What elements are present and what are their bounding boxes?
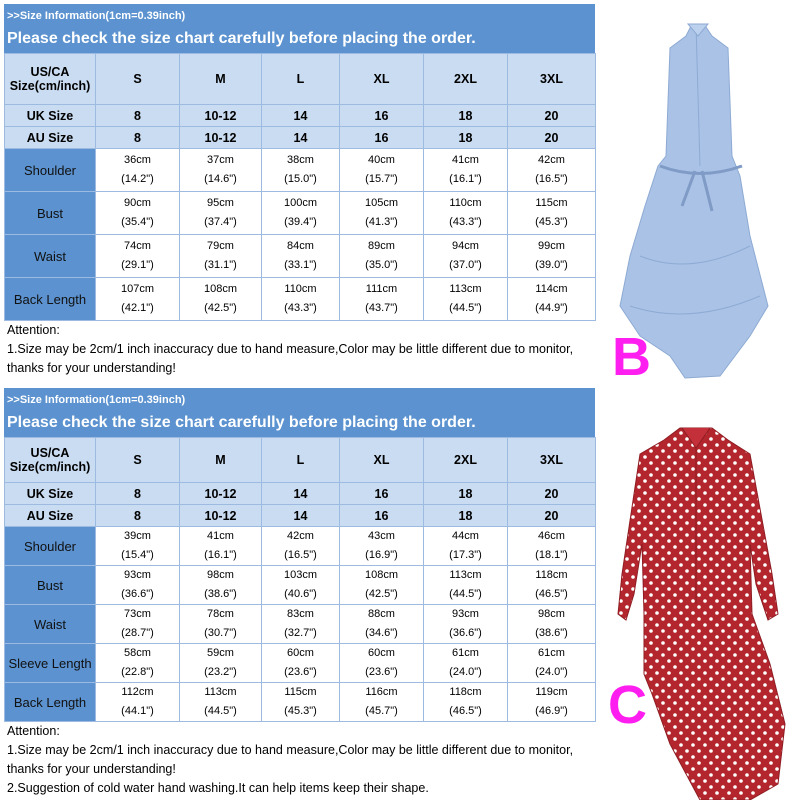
measurement-cell xyxy=(508,192,596,235)
size-col-header: 3XL xyxy=(508,438,596,483)
measurement-cell xyxy=(96,192,180,235)
inch-value: (41.3") xyxy=(365,216,398,228)
cm-value: 103cm xyxy=(283,569,318,581)
uk-size-value: 18 xyxy=(424,105,508,127)
measurement-cell xyxy=(340,683,424,722)
uk-size-value: 18 xyxy=(424,483,508,505)
inch-value: (45.3") xyxy=(284,705,317,717)
size-col-header: S xyxy=(96,54,180,105)
inch-value: (16.5") xyxy=(284,549,317,561)
cm-value: 38cm xyxy=(287,154,314,166)
measurement-cell xyxy=(180,149,262,192)
measurement-cell xyxy=(424,527,508,566)
header-label-line2: Size(cm/inch) xyxy=(9,79,91,93)
inch-value: (38.6") xyxy=(204,588,237,600)
cm-value: 115cm xyxy=(535,197,568,209)
cm-value: 46cm xyxy=(538,530,565,542)
inch-value: (15.0") xyxy=(284,173,317,185)
measurement-cell xyxy=(508,527,596,566)
size-col-header: M xyxy=(180,438,262,483)
size-col-header: L xyxy=(262,54,340,105)
cm-value: 42cm xyxy=(287,530,314,542)
inch-value: (24.0") xyxy=(535,666,568,678)
cm-value: 98cm xyxy=(538,608,565,620)
cm-value: 115cm xyxy=(284,686,317,698)
header-label-line1: US/CA xyxy=(30,65,70,79)
inch-value: (16.5") xyxy=(535,173,568,185)
cm-value: 110cm xyxy=(449,197,482,209)
au-size-value: 10-12 xyxy=(180,505,262,527)
size-col-header: L xyxy=(262,438,340,483)
au-size-row xyxy=(5,505,596,527)
cm-value: 105cm xyxy=(364,197,399,209)
inch-value: (45.3") xyxy=(535,216,568,228)
cm-value: 93cm xyxy=(124,569,151,581)
measurement-cell xyxy=(508,566,596,605)
measurement-cell xyxy=(340,192,424,235)
inch-value: (46.5") xyxy=(535,588,568,600)
banner-sub: >>Size Information(1cm=0.39inch) xyxy=(7,10,186,22)
measurement-cell xyxy=(262,566,340,605)
attention-line: 1.Size may be 2cm/1 inch inaccuracy due to hand measure,Color may be little different due to monitor, xyxy=(7,743,574,757)
uk-size-label: UK Size xyxy=(5,483,96,505)
measurement-cell xyxy=(424,235,508,278)
inch-value: (43.3") xyxy=(449,216,482,228)
inch-value: (40.6") xyxy=(284,588,317,600)
attention-notes xyxy=(4,722,595,798)
measurement-row xyxy=(5,527,596,566)
inch-value: (42.5") xyxy=(204,302,237,314)
inch-value: (35.4") xyxy=(121,216,154,228)
cm-value: 95cm xyxy=(207,197,234,209)
banner-title: Please check the size chart carefully before placing the order. xyxy=(7,414,476,431)
cm-value: 59cm xyxy=(207,647,234,659)
header-label-line2: Size(cm/inch) xyxy=(9,460,91,474)
uk-size-label: UK Size xyxy=(5,105,96,127)
measurement-cell xyxy=(96,566,180,605)
au-size-label: AU Size xyxy=(5,505,96,527)
measurement-cell xyxy=(340,527,424,566)
inch-value: (17.3") xyxy=(449,549,482,561)
cm-value: 39cm xyxy=(124,530,151,542)
inch-value: (46.9") xyxy=(535,705,568,717)
uk-size-value: 16 xyxy=(340,483,424,505)
measurement-cell xyxy=(180,605,262,644)
attention-line: Attention: xyxy=(7,724,60,738)
inch-value: (43.7") xyxy=(365,302,398,314)
cm-value: 119cm xyxy=(535,686,568,698)
inch-value: (33.1") xyxy=(284,259,317,271)
au-size-value: 8 xyxy=(96,127,180,149)
au-size-value: 14 xyxy=(262,505,340,527)
measurement-cell xyxy=(424,683,508,722)
banner-sub: >>Size Information(1cm=0.39inch) xyxy=(7,394,186,406)
cm-value: 93cm xyxy=(452,608,479,620)
cm-value: 90cm xyxy=(124,197,151,209)
measurement-row xyxy=(5,192,596,235)
size-panel-b xyxy=(4,4,595,378)
cm-value: 60cm xyxy=(287,647,314,659)
measurement-cell xyxy=(180,278,262,321)
measurement-row xyxy=(5,644,596,683)
uk-size-value: 14 xyxy=(262,105,340,127)
size-table xyxy=(4,437,596,722)
measurement-cell xyxy=(424,149,508,192)
measurement-row xyxy=(5,235,596,278)
size-col-header: XL xyxy=(340,438,424,483)
inch-value: (23.6") xyxy=(365,666,398,678)
au-size-value: 20 xyxy=(508,505,596,527)
au-size-value: 16 xyxy=(340,127,424,149)
measurement-row xyxy=(5,683,596,722)
inch-value: (32.7") xyxy=(284,627,317,639)
inch-value: (16.1") xyxy=(204,549,237,561)
cm-value: 61cm xyxy=(538,647,565,659)
measurement-label: Bust xyxy=(5,192,96,235)
au-size-value: 18 xyxy=(424,127,508,149)
cm-value: 98cm xyxy=(207,569,234,581)
cm-value: 118cm xyxy=(535,569,568,581)
banner xyxy=(4,388,595,437)
cm-value: 79cm xyxy=(207,240,234,252)
measurement-cell xyxy=(180,527,262,566)
inch-value: (35.0") xyxy=(365,259,398,271)
measurement-cell xyxy=(340,605,424,644)
au-size-value: 10-12 xyxy=(180,127,262,149)
cm-value: 73cm xyxy=(124,608,151,620)
measurement-label: Waist xyxy=(5,235,96,278)
inch-value: (31.1") xyxy=(204,259,237,271)
cm-value: 113cm xyxy=(449,283,482,295)
size-panel-c xyxy=(4,388,595,798)
cm-value: 116cm xyxy=(365,686,398,698)
cm-value: 94cm xyxy=(452,240,479,252)
size-table xyxy=(4,53,596,321)
measurement-cell xyxy=(424,605,508,644)
cm-value: 37cm xyxy=(207,154,234,166)
attention-line: 1.Size may be 2cm/1 inch inaccuracy due to hand measure,Color may be little different due to monitor, xyxy=(7,342,574,356)
cm-value: 112cm xyxy=(121,686,154,698)
measurement-cell xyxy=(508,605,596,644)
cm-value: 111cm xyxy=(365,283,398,295)
measurement-cell xyxy=(262,644,340,683)
cm-value: 113cm xyxy=(204,686,237,698)
cm-value: 43cm xyxy=(368,530,395,542)
inch-value: (45.7") xyxy=(365,705,398,717)
cm-value: 89cm xyxy=(368,240,395,252)
cm-value: 44cm xyxy=(452,530,479,542)
measurement-cell xyxy=(262,527,340,566)
uk-size-value: 8 xyxy=(96,483,180,505)
attention-line: 2.Suggestion of cold water hand washing.It can help items keep their shape. xyxy=(7,781,429,795)
measurement-cell xyxy=(262,235,340,278)
uk-size-value: 16 xyxy=(340,105,424,127)
inch-value: (38.6") xyxy=(535,627,568,639)
measurement-cell xyxy=(508,683,596,722)
inch-value: (42.5") xyxy=(365,588,398,600)
measurement-row xyxy=(5,605,596,644)
size-col-header: M xyxy=(180,54,262,105)
measurement-cell xyxy=(508,235,596,278)
au-size-value: 14 xyxy=(262,127,340,149)
measurement-label: Sleeve Length xyxy=(5,644,96,683)
inch-value: (28.7") xyxy=(121,627,154,639)
uk-size-value: 10-12 xyxy=(180,105,262,127)
attention-line: thanks for your understanding! xyxy=(7,361,176,375)
inch-value: (43.3") xyxy=(284,302,317,314)
inch-value: (23.2") xyxy=(204,666,237,678)
inch-value: (44.5") xyxy=(449,302,482,314)
inch-value: (16.1") xyxy=(449,173,482,185)
size-header-row xyxy=(5,54,596,105)
variant-letter-c: C xyxy=(608,675,647,735)
variant-letter-b: B xyxy=(612,327,651,387)
measurement-cell xyxy=(340,566,424,605)
measurement-cell xyxy=(424,644,508,683)
measurement-cell xyxy=(424,566,508,605)
inch-value: (37.4") xyxy=(204,216,237,228)
inch-value: (39.4") xyxy=(284,216,317,228)
au-size-value: 20 xyxy=(508,127,596,149)
cm-value: 99cm xyxy=(538,240,565,252)
uk-size-row xyxy=(5,105,596,127)
size-col-header: 2XL xyxy=(424,54,508,105)
size-header-label xyxy=(5,54,96,105)
cm-value: 84cm xyxy=(287,240,314,252)
measurement-cell xyxy=(96,278,180,321)
measurement-cell xyxy=(180,192,262,235)
measurement-label: Shoulder xyxy=(5,149,96,192)
inch-value: (39.0") xyxy=(535,259,568,271)
cm-value: 118cm xyxy=(449,686,482,698)
inch-value: (14.6") xyxy=(204,173,237,185)
measurement-cell xyxy=(96,605,180,644)
measurement-label: Waist xyxy=(5,605,96,644)
measurement-cell xyxy=(180,683,262,722)
cm-value: 60cm xyxy=(368,647,395,659)
au-size-value: 16 xyxy=(340,505,424,527)
size-header-row xyxy=(5,438,596,483)
measurement-cell xyxy=(340,278,424,321)
cm-value: 41cm xyxy=(452,154,479,166)
inch-value: (46.5") xyxy=(449,705,482,717)
au-size-value: 8 xyxy=(96,505,180,527)
cm-value: 113cm xyxy=(449,569,482,581)
inch-value: (37.0") xyxy=(449,259,482,271)
measurement-cell xyxy=(96,235,180,278)
uk-size-value: 14 xyxy=(262,483,340,505)
inch-value: (36.6") xyxy=(449,627,482,639)
measurement-cell xyxy=(262,683,340,722)
measurement-cell xyxy=(96,683,180,722)
size-col-header: 3XL xyxy=(508,54,596,105)
inch-value: (30.7") xyxy=(204,627,237,639)
inch-value: (44.9") xyxy=(535,302,568,314)
cm-value: 83cm xyxy=(287,608,314,620)
measurement-cell xyxy=(262,278,340,321)
size-col-header: XL xyxy=(340,54,424,105)
measurement-cell xyxy=(262,149,340,192)
measurement-label: Back Length xyxy=(5,683,96,722)
measurement-row xyxy=(5,566,596,605)
measurement-cell xyxy=(262,192,340,235)
measurement-label: Bust xyxy=(5,566,96,605)
cm-value: 41cm xyxy=(207,530,234,542)
attention-line: thanks for your understanding! xyxy=(7,762,176,776)
inch-value: (42.1") xyxy=(121,302,154,314)
inch-value: (24.0") xyxy=(449,666,482,678)
inch-value: (36.6") xyxy=(121,588,154,600)
size-header-label xyxy=(5,438,96,483)
measurement-label: Back Length xyxy=(5,278,96,321)
measurement-cell xyxy=(96,527,180,566)
inch-value: (44.5") xyxy=(204,705,237,717)
uk-size-value: 10-12 xyxy=(180,483,262,505)
inch-value: (34.6") xyxy=(365,627,398,639)
measurement-row xyxy=(5,278,596,321)
measurement-cell xyxy=(424,278,508,321)
measurement-cell xyxy=(508,644,596,683)
measurement-cell xyxy=(340,644,424,683)
au-size-label: AU Size xyxy=(5,127,96,149)
cm-value: 100cm xyxy=(283,197,318,209)
measurement-cell xyxy=(508,278,596,321)
measurement-cell xyxy=(180,644,262,683)
inch-value: (14.2") xyxy=(121,173,154,185)
cm-value: 78cm xyxy=(207,608,234,620)
cm-value: 42cm xyxy=(538,154,565,166)
au-size-value: 18 xyxy=(424,505,508,527)
measurement-cell xyxy=(262,605,340,644)
cm-value: 114cm xyxy=(535,283,568,295)
inch-value: (15.7") xyxy=(365,173,398,185)
inch-value: (23.6") xyxy=(284,666,317,678)
size-col-header: 2XL xyxy=(424,438,508,483)
size-col-header: S xyxy=(96,438,180,483)
inch-value: (22.8") xyxy=(121,666,154,678)
measurement-cell xyxy=(180,566,262,605)
cm-value: 108cm xyxy=(364,569,399,581)
cm-value: 74cm xyxy=(124,240,151,252)
inch-value: (18.1") xyxy=(535,549,568,561)
cm-value: 36cm xyxy=(124,154,151,166)
banner-title: Please check the size chart carefully before placing the order. xyxy=(7,30,476,47)
measurement-cell xyxy=(96,644,180,683)
uk-size-value: 20 xyxy=(508,105,596,127)
header-label-line1: US/CA xyxy=(30,446,70,460)
cm-value: 58cm xyxy=(124,647,151,659)
measurement-cell xyxy=(508,149,596,192)
cm-value: 40cm xyxy=(368,154,395,166)
cm-value: 107cm xyxy=(120,283,155,295)
cm-value: 61cm xyxy=(452,647,479,659)
red-dot-dress-illustration xyxy=(600,424,796,800)
au-size-row xyxy=(5,127,596,149)
dress-photo-c xyxy=(600,424,796,800)
cm-value: 88cm xyxy=(368,608,395,620)
inch-value: (16.9") xyxy=(365,549,398,561)
cm-value: 108cm xyxy=(203,283,238,295)
uk-size-row xyxy=(5,483,596,505)
measurement-label: Shoulder xyxy=(5,527,96,566)
measurement-row xyxy=(5,149,596,192)
measurement-cell xyxy=(340,149,424,192)
measurement-cell xyxy=(424,192,508,235)
attention-line: Attention: xyxy=(7,323,60,337)
banner xyxy=(4,4,595,53)
measurement-cell xyxy=(340,235,424,278)
inch-value: (44.5") xyxy=(449,588,482,600)
uk-size-value: 20 xyxy=(508,483,596,505)
inch-value: (29.1") xyxy=(121,259,154,271)
inch-value: (44.1") xyxy=(121,705,154,717)
uk-size-value: 8 xyxy=(96,105,180,127)
attention-notes xyxy=(4,321,595,378)
cm-value: 110cm xyxy=(284,283,317,295)
measurement-cell xyxy=(180,235,262,278)
measurement-cell xyxy=(96,149,180,192)
inch-value: (15.4") xyxy=(121,549,154,561)
